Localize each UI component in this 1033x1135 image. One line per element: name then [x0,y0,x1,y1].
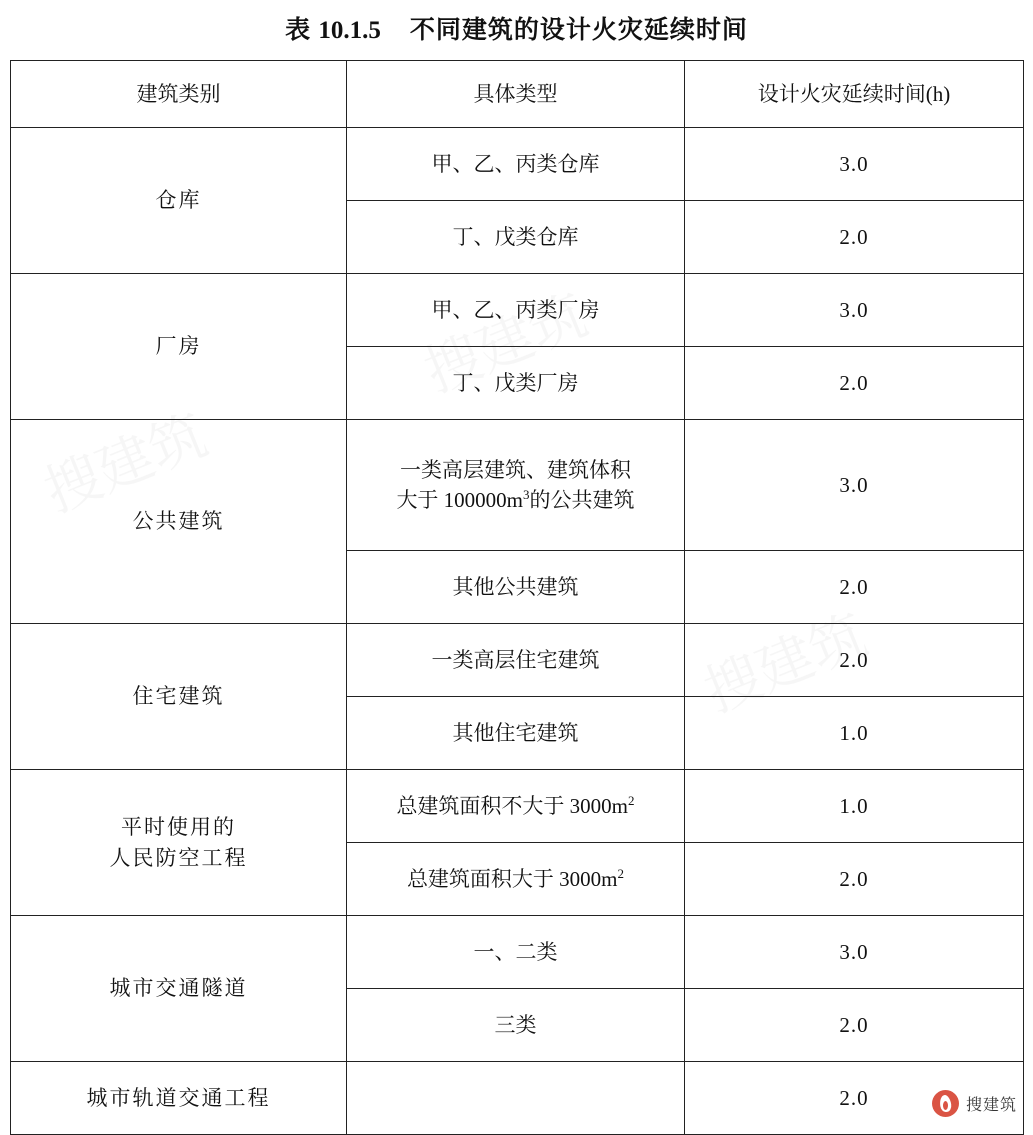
fire-duration-table [10,60,1024,1135]
cell-value: 3.0 [685,274,1024,347]
cell-category-line1: 平时使用的 [121,815,236,840]
cell-type-text: 总建筑面积不大于 3000m [396,793,629,818]
cell-type-superscript: 3 [523,487,530,502]
watermark [932,1090,1017,1117]
flame-icon [932,1090,959,1117]
cell-category-road-tunnel: 城市交通隧道 [11,916,347,1062]
cell-type: 一、二类 [347,916,685,989]
cell-type-superscript: 2 [628,792,635,808]
cell-value: 2.0 [685,1062,1024,1135]
cell-category-public-building: 公共建筑 [11,420,347,624]
cell-type [347,770,685,843]
caption-label: 表 [285,17,312,44]
cell-category-residential: 住宅建筑 [11,624,347,770]
cell-value: 2.0 [685,624,1024,697]
table-row [11,420,1024,551]
cell-category-warehouse: 仓库 [11,128,347,274]
cell-value: 1.0 [685,770,1024,843]
cell-value: 2.0 [685,347,1024,420]
cell-value: 2.0 [685,989,1024,1062]
cell-type-superscript: 2 [617,865,625,881]
caption-number: 10.1.5 [318,17,381,44]
cell-type-line2-pre: 大于 100000m [396,488,524,512]
cell-category-rail-transit: 城市轨道交通工程 [11,1062,347,1135]
cell-type: 其他住宅建筑 [347,697,685,770]
cell-value: 3.0 [685,128,1024,201]
cell-category-line2: 人民防空工程 [109,845,248,870]
cell-value: 3.0 [685,916,1024,989]
column-header-duration: 设计火灾延续时间(h) [685,61,1024,128]
cell-value: 1.0 [685,697,1024,770]
cell-type: 甲、乙、丙类厂房 [347,274,685,347]
cell-type: 丁、戊类厂房 [347,347,685,420]
column-header-type: 具体类型 [347,61,685,128]
cell-category-factory: 厂房 [11,274,347,420]
column-header-category: 建筑类别 [11,61,347,128]
table-row [11,770,1024,843]
cell-value: 3.0 [685,420,1024,551]
caption-title: 不同建筑的设计火灾延续时间 [409,17,748,44]
cell-type [347,1062,685,1135]
table-header-row [11,61,1024,128]
cell-type-text: 总建筑面积大于 3000m [406,866,618,891]
cell-type-line2 [351,485,680,515]
cell-type: 一类高层住宅建筑 [347,624,685,697]
table-row [11,128,1024,201]
cell-category-civil-defense [11,770,347,916]
cell-type [347,843,685,916]
watermark-text: 搜建筑 [965,1097,1017,1114]
cell-type [347,420,685,551]
cell-value: 2.0 [685,201,1024,274]
table-row [11,1062,1024,1135]
table-row [11,624,1024,697]
cell-type-line2-post: 的公共建筑 [529,488,635,512]
cell-type: 甲、乙、丙类仓库 [347,128,685,201]
table-caption [0,0,1033,60]
cell-type: 三类 [347,989,685,1062]
cell-type-line1: 一类高层建筑、建筑体积 [400,457,631,482]
table-row [11,916,1024,989]
cell-type: 其他公共建筑 [347,551,685,624]
cell-value: 2.0 [685,551,1024,624]
cell-value: 2.0 [685,843,1024,916]
cell-type: 丁、戊类仓库 [347,201,685,274]
table-row [11,274,1024,347]
